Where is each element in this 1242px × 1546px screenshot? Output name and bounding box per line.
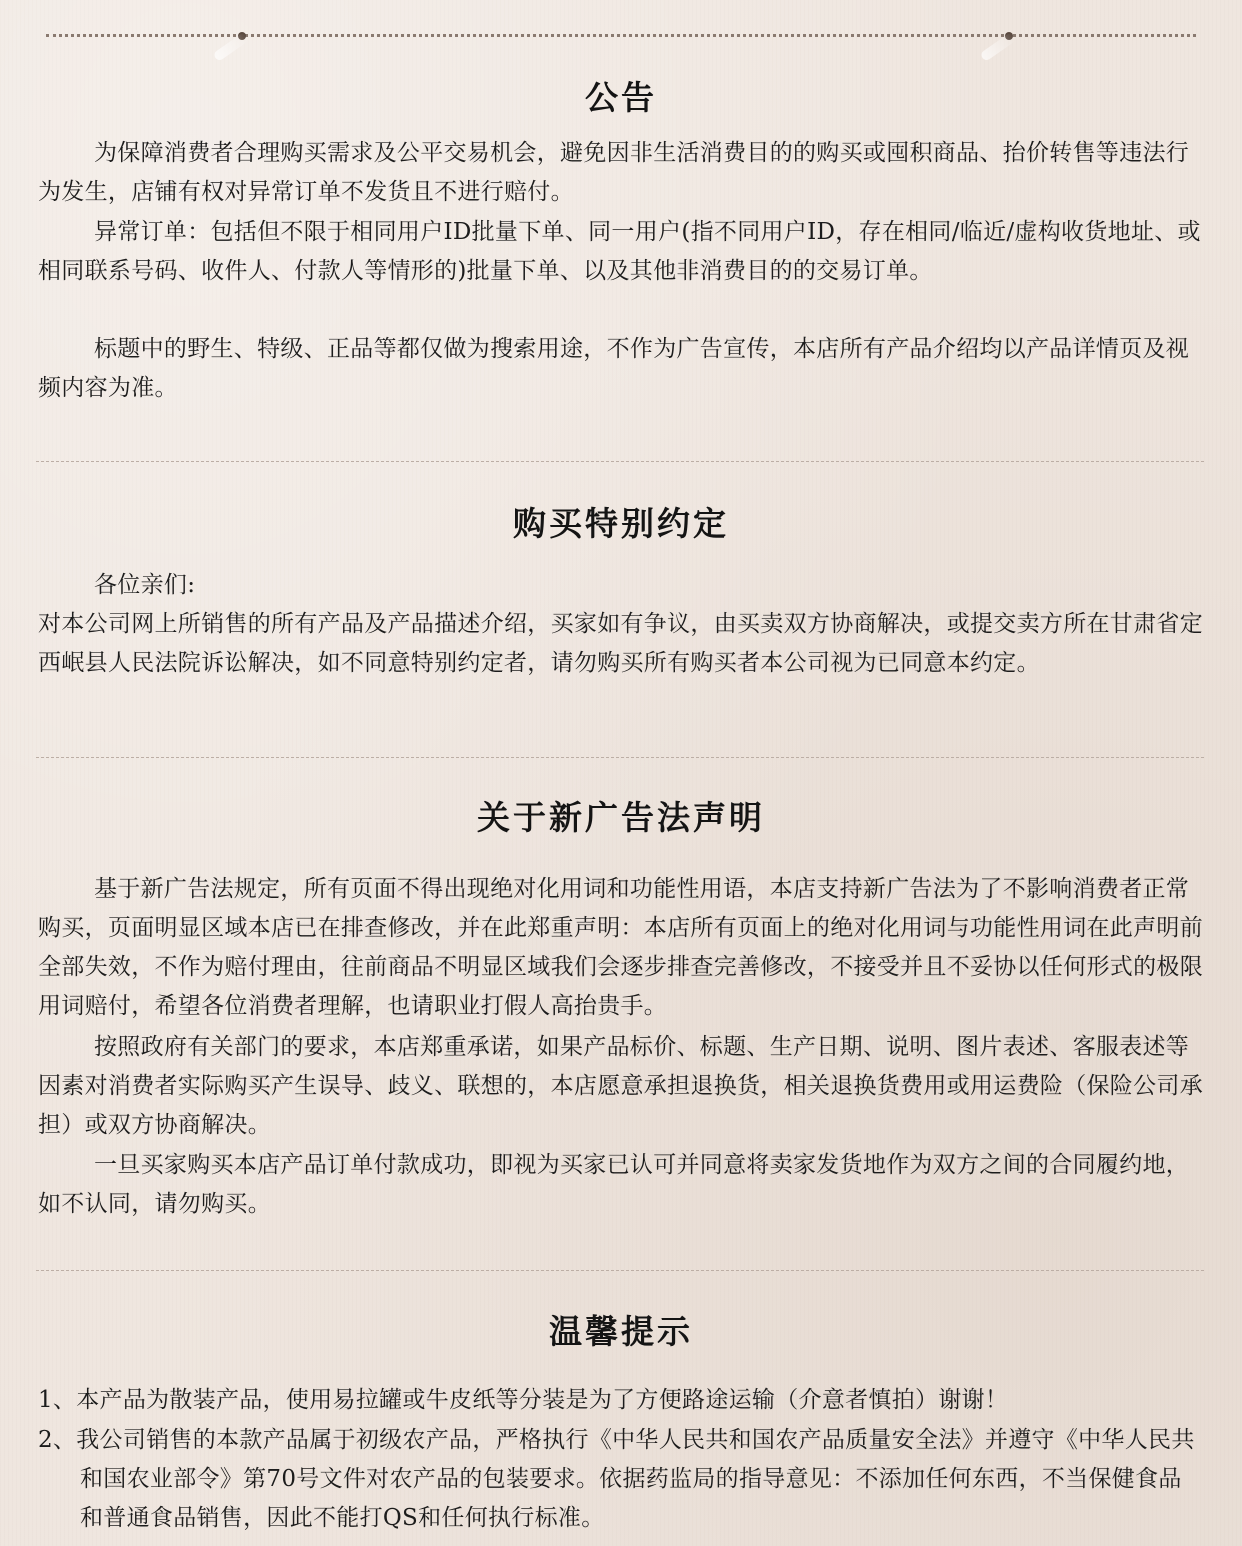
agreement-greeting: 各位亲们: [94,572,196,598]
section-divider [36,1270,1204,1271]
ad-law-paragraph: 基于新广告法规定，所有页面不得出现绝对化用词和功能性用语，本店支持新广告法为了不影响消费者正常购买，页面明显区域本店已在排查修改，并在此郑重声明：本店所有页面上的绝对化用词与功能性用词在此声明前全部失效，不作为赔付理由，往前商品不明显区域我们会逐步排查完善修改，不接受并且不妥协以任何形式的极限用词赔付，希望各位消费者理解，也请职业打假人高抬贵手。 [38,876,1203,1019]
reminder-item: 2、我公司销售的本款产品属于初级农产品，严格执行《中华人民共和国农产品质量安全法》并遵守《中华人民共和国农业部令》第70号文件对农产品的包装要求。依据药监局的指导意见：不添加任何东西，不当保健食品和普通食品销售，因此不能打QS和任何执行标准。 [38,1427,1195,1531]
reminder-item: 1、本产品为散装产品，使用易拉罐或牛皮纸等分装是为了方便路途运输（介意者慎拍）谢谢！ [38,1387,1009,1413]
notice-paragraph: 为保障消费者合理购买需求及公平交易机会，避免因非生活消费目的的购买或囤积商品、抬价转售等违法行为发生，店铺有权对异常订单不发货且不进行赔付。 [38,140,1190,205]
notice-paragraph: 异常订单：包括但不限于相同用户ID批量下单、同一用户(指不同用户ID，存在相同/临近/虚构收货地址、或相同联系号码、收件人、付款人等情形的)批量下单、以及其他非消费目的的交易订单。 [38,219,1201,284]
ad-law-paragraph: 一旦买家购买本店产品订单付款成功，即视为买家已认可并同意将卖家发货地作为双方之间的合同履约地，如不认同，请勿购买。 [38,1152,1190,1217]
section-title-ad-law-statement: 关于新广告法声明 [477,798,765,837]
notice-paragraph: 标题中的野生、特级、正品等都仅做为搜索用途，不作为广告宣传，本店所有产品介绍均以产品详情页及视频内容为准。 [38,336,1190,401]
section-title-notice: 公告 [585,78,657,117]
ad-law-paragraph: 按照政府有关部门的要求，本店郑重承诺，如果产品标价、标题、生产日期、说明、图片表述、客服表述等因素对消费者实际购买产生误导、歧义、联想的，本店愿意承担退换货，相关退换货费用或用运费险（保险公司承担）或双方协商解决。 [38,1034,1203,1138]
agreement-paragraph: 对本公司网上所销售的所有产品及产品描述介绍，买家如有争议，由买卖双方协商解决，或提交卖方所在甘肃省定西岷县人民法院诉讼解决，如不同意特别约定者，请勿购买所有购买者本公司视为已同意本约定。 [38,611,1203,676]
top-dotted-rule [46,34,1196,37]
section-divider [36,757,1204,758]
section-title-special-agreement: 购买特别约定 [513,504,729,543]
section-title-reminder: 温馨提示 [549,1312,693,1351]
section-divider [36,461,1204,462]
